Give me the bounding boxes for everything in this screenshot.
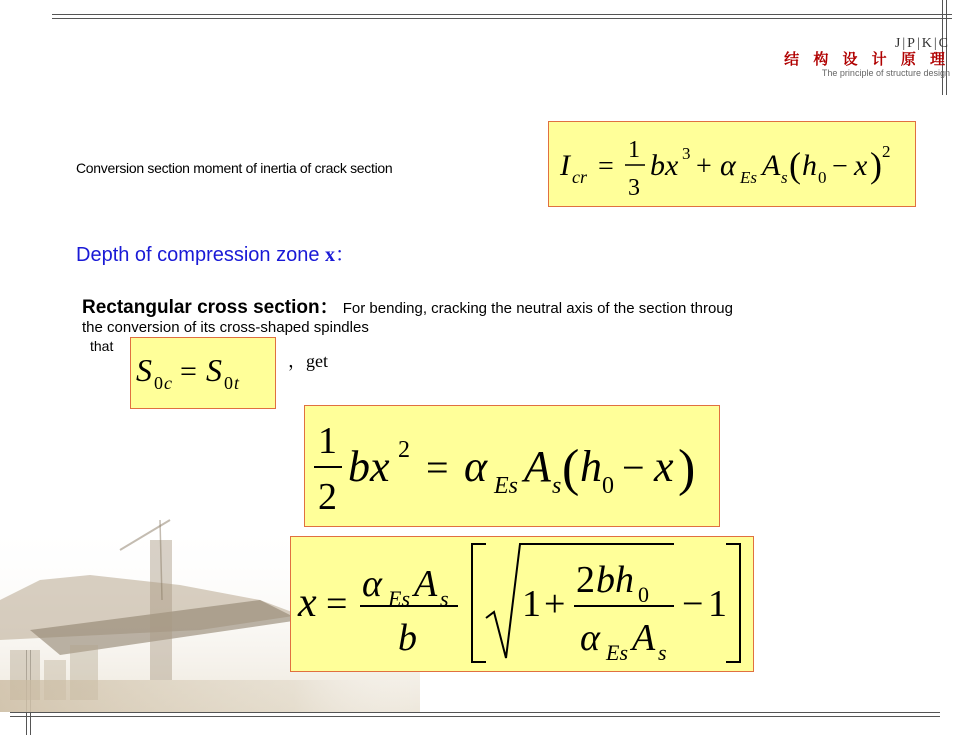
rectangular-section-heading: Rectangular cross section：	[82, 297, 339, 318]
svg-text:2: 2	[882, 142, 891, 161]
svg-text:0: 0	[154, 373, 163, 393]
bottom-rule-2	[10, 716, 940, 717]
svg-text:Es: Es	[740, 168, 757, 187]
paragraph-line-1	[82, 298, 980, 318]
svg-text:A: A	[762, 149, 781, 182]
svg-text:=: =	[426, 445, 449, 490]
svg-text:=: =	[326, 583, 348, 625]
svg-text:α: α	[362, 563, 382, 605]
svg-text:s: s	[781, 168, 788, 187]
logo-english-title: The principle of structure design	[821, 68, 950, 78]
svg-text:0: 0	[638, 582, 649, 607]
svg-text:0: 0	[818, 168, 827, 187]
svg-text:+: +	[544, 583, 566, 625]
svg-text:0: 0	[224, 373, 233, 393]
svg-text:α: α	[580, 617, 600, 659]
svg-text:h: h	[580, 442, 602, 491]
svg-text:A: A	[414, 563, 438, 605]
svg-text:t: t	[234, 373, 240, 393]
svg-text:s: s	[552, 473, 562, 499]
svg-text:): )	[678, 440, 696, 497]
top-rule-1	[52, 14, 952, 15]
svg-text:−: −	[622, 445, 645, 490]
svg-text:=: =	[598, 151, 614, 182]
depth-heading-colon: ：	[335, 244, 356, 266]
svg-text:x: x	[654, 442, 674, 491]
svg-text:1: 1	[522, 583, 541, 625]
depth-heading-var: x	[325, 244, 336, 266]
formula-static-moment	[130, 337, 274, 407]
svg-text:2: 2	[576, 559, 595, 601]
course-logo	[750, 36, 950, 79]
svg-text:3: 3	[682, 144, 691, 163]
svg-text:1: 1	[628, 137, 640, 163]
svg-text:A: A	[632, 617, 656, 659]
paragraph-line-2: the conversion of its cross-shaped spindles	[82, 319, 369, 336]
svg-text:=: =	[180, 355, 197, 388]
svg-text:2: 2	[398, 437, 410, 463]
svg-text:x: x	[854, 149, 868, 182]
svg-text:α: α	[720, 149, 736, 182]
svg-text:Es: Es	[494, 473, 518, 499]
svg-text:1: 1	[318, 420, 337, 462]
svg-text:s: s	[658, 640, 667, 665]
svg-text:s: s	[440, 586, 449, 611]
svg-text:I: I	[560, 149, 570, 182]
svg-text:bh: bh	[596, 559, 634, 601]
svg-text:(: (	[789, 145, 801, 185]
svg-text:0: 0	[602, 473, 614, 499]
rectangular-section-body: For bending, cracking the neutral axis of the section throug	[342, 300, 733, 317]
svg-text:Es: Es	[388, 586, 410, 611]
that-label: that	[90, 338, 114, 354]
formula-neutral-axis	[290, 536, 752, 670]
logo-chinese-title: 结 构 设 计 原 理	[784, 51, 950, 68]
svg-text:): )	[870, 145, 882, 185]
svg-text:S: S	[136, 352, 152, 388]
svg-text:1: 1	[708, 583, 727, 625]
svg-text:Es: Es	[606, 640, 628, 665]
depth-heading-text: Depth of compression zone	[76, 244, 320, 266]
formula-equilibrium	[304, 405, 718, 525]
svg-text:3: 3	[628, 175, 640, 201]
crack-section-label: Conversion section moment of inertia of crack section	[76, 160, 393, 176]
bottom-rule-1	[10, 712, 940, 713]
svg-text:bx: bx	[348, 442, 390, 491]
svg-text:c: c	[164, 373, 172, 393]
svg-text:A: A	[524, 442, 551, 491]
top-rule-2	[52, 18, 952, 19]
get-label: ，get	[288, 351, 328, 371]
svg-text:S: S	[206, 352, 222, 388]
svg-text:2: 2	[318, 476, 337, 518]
logo-jpkc: J|P|K|C	[894, 36, 950, 51]
svg-text:x: x	[298, 580, 317, 626]
svg-text:α: α	[464, 442, 488, 491]
svg-text:+: +	[696, 151, 712, 182]
svg-text:cr: cr	[572, 167, 587, 187]
svg-text:h: h	[802, 149, 817, 182]
svg-text:bx: bx	[650, 149, 679, 182]
formula-moment-of-inertia	[548, 121, 914, 205]
svg-text:−: −	[832, 151, 848, 182]
svg-text:−: −	[682, 583, 704, 625]
rectangular-section-paragraph	[82, 298, 980, 337]
depth-heading	[76, 238, 355, 267]
svg-text:(: (	[562, 440, 580, 497]
svg-text:b: b	[398, 617, 417, 659]
